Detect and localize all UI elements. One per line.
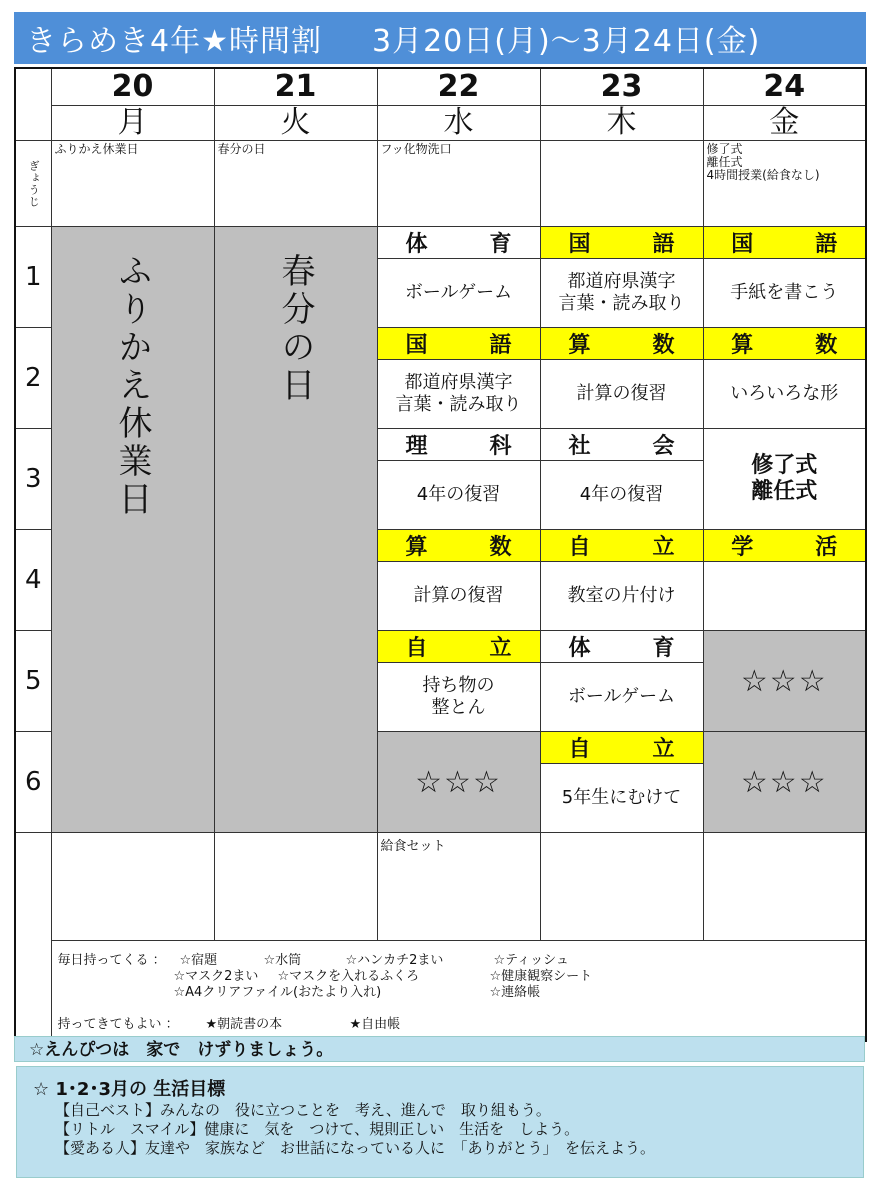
- page-header: [14, 12, 866, 64]
- content-cell: ボールゲーム: [377, 259, 540, 328]
- event-cell: [377, 141, 540, 227]
- day-name: 火: [214, 106, 377, 141]
- subject-cell: 自 立: [377, 631, 540, 663]
- subject-cell: 算 数: [703, 328, 866, 360]
- stars-cell: ☆☆☆: [703, 732, 866, 833]
- pencil-note: ☆えんぴつは 家で けずりましょう。: [14, 1036, 865, 1062]
- gyouji-label: ぎょうじ: [27, 160, 41, 208]
- timetable: [14, 67, 867, 1042]
- subject-cell: 算 数: [377, 530, 540, 562]
- corner-cell: [15, 68, 51, 141]
- subject-cell: 理 科: [377, 429, 540, 461]
- bring-row: [15, 941, 866, 1041]
- subject-cell: 国 語: [377, 328, 540, 360]
- content-cell: 持ち物の 整とん: [377, 663, 540, 732]
- goal-line: 【自己ベスト】みんなの 役に立つことを 考え、進んで 取り組もう。: [55, 1101, 551, 1119]
- day-number: 21: [214, 68, 377, 106]
- optional-item: ★自由帳: [349, 1017, 401, 1032]
- ceremony-cell: 修了式 離任式: [703, 429, 866, 530]
- content-cell: いろいろな形: [703, 360, 866, 429]
- goal-line: 【愛ある人】友達や 家族など お世話になっている人に 「ありがとう」 を伝えよう。: [55, 1139, 656, 1157]
- day-name-row: [15, 106, 866, 141]
- event-text: ふりかえ休業日: [54, 142, 139, 156]
- period-number: 2: [15, 328, 51, 429]
- lunch-note: 給食セット: [380, 839, 446, 854]
- day-number: 20: [51, 68, 214, 106]
- subject-cell: 自 立: [540, 732, 703, 764]
- day-name: 金: [703, 106, 866, 141]
- holiday-cell-mon: [51, 227, 214, 833]
- events-row: [15, 141, 866, 227]
- content-cell: 都道府県漢字 言葉・読み取り: [540, 259, 703, 328]
- bring-item: ☆ハンカチ2まい: [345, 953, 444, 968]
- day-name: 月: [51, 106, 214, 141]
- subject-cell: 体 育: [540, 631, 703, 663]
- lunch-cell: [214, 833, 377, 941]
- stars-cell: ☆☆☆: [377, 732, 540, 833]
- goals-title: ☆ 1･2･3月の 生活目標: [33, 1079, 226, 1100]
- content-cell: 4年の復習: [377, 461, 540, 530]
- stars-cell: ☆☆☆: [703, 631, 866, 732]
- subject-cell: 学 活: [703, 530, 866, 562]
- lunch-cell: [703, 833, 866, 941]
- bring-items-cell: [51, 941, 866, 1041]
- lunch-cell: [51, 833, 214, 941]
- period-number: 3: [15, 429, 51, 530]
- subject-cell: 社 会: [540, 429, 703, 461]
- period-number: 6: [15, 732, 51, 833]
- day-number-row: [15, 68, 866, 106]
- blank-cell: [15, 833, 51, 1041]
- content-cell: [703, 562, 866, 631]
- bring-item: ☆ティッシュ: [493, 953, 569, 968]
- bring-item: ☆連絡帳: [489, 985, 541, 1000]
- holiday-cell-tue: [214, 227, 377, 833]
- content-cell: 計算の復習: [377, 562, 540, 631]
- content-cell: ボールゲーム: [540, 663, 703, 732]
- page-title: きらめき4年★時間割: [26, 24, 322, 59]
- period-number: 4: [15, 530, 51, 631]
- day-name: 水: [377, 106, 540, 141]
- content-cell: 手紙を書こう: [703, 259, 866, 328]
- day-number: 23: [540, 68, 703, 106]
- period-number: 1: [15, 227, 51, 328]
- subject-cell: 算 数: [540, 328, 703, 360]
- content-cell: 教室の片付け: [540, 562, 703, 631]
- gyouji-label-cell: [15, 141, 51, 227]
- event-text: 修了式 離任式 4時間授業(給食なし): [706, 142, 820, 182]
- bring-item: ☆水筒: [263, 953, 302, 968]
- lunch-cell: [377, 833, 540, 941]
- subject-cell: 自 立: [540, 530, 703, 562]
- lunch-row: [15, 833, 866, 941]
- optional-item: ★朝読書の本: [205, 1017, 283, 1032]
- lunch-cell: [540, 833, 703, 941]
- holiday-text: 春分の日: [275, 253, 315, 405]
- event-text: 春分の日: [217, 142, 266, 156]
- goal-line: 【リトル スマイル】健康に 気を つけて、規則正しい 生活を しよう。: [55, 1120, 580, 1138]
- bring-item: ☆A4クリアファイル(おたより入れ): [173, 985, 382, 1000]
- bring-item: ☆マスク2まい: [173, 969, 259, 984]
- event-cell: [540, 141, 703, 227]
- event-cell: [703, 141, 866, 227]
- life-goals-box: [16, 1066, 864, 1178]
- day-number: 24: [703, 68, 866, 106]
- date-range: 3月20日(月)〜3月24日(金): [371, 24, 761, 59]
- subject-cell: 国 語: [540, 227, 703, 259]
- day-name: 木: [540, 106, 703, 141]
- content-cell: 計算の復習: [540, 360, 703, 429]
- bring-item: ☆健康観察シート: [489, 969, 593, 984]
- event-text: フッ化物洗口: [380, 142, 452, 156]
- content-cell: 都道府県漢字 言葉・読み取り: [377, 360, 540, 429]
- period-number: 5: [15, 631, 51, 732]
- content-cell: 5年生にむけて: [540, 764, 703, 833]
- subject-cell: 体 育: [377, 227, 540, 259]
- optional-label: 持ってきてもよい ：: [57, 1017, 179, 1032]
- holiday-text: ふりかえ休業日: [112, 253, 152, 519]
- day-number: 22: [377, 68, 540, 106]
- bring-item: ☆マスクを入れるふくろ: [277, 969, 420, 984]
- event-cell: [51, 141, 214, 227]
- subject-cell: 国 語: [703, 227, 866, 259]
- content-cell: 4年の復習: [540, 461, 703, 530]
- bring-label: 毎日持ってくる ：: [57, 953, 166, 968]
- event-cell: [214, 141, 377, 227]
- bring-item: ☆宿題: [179, 953, 218, 968]
